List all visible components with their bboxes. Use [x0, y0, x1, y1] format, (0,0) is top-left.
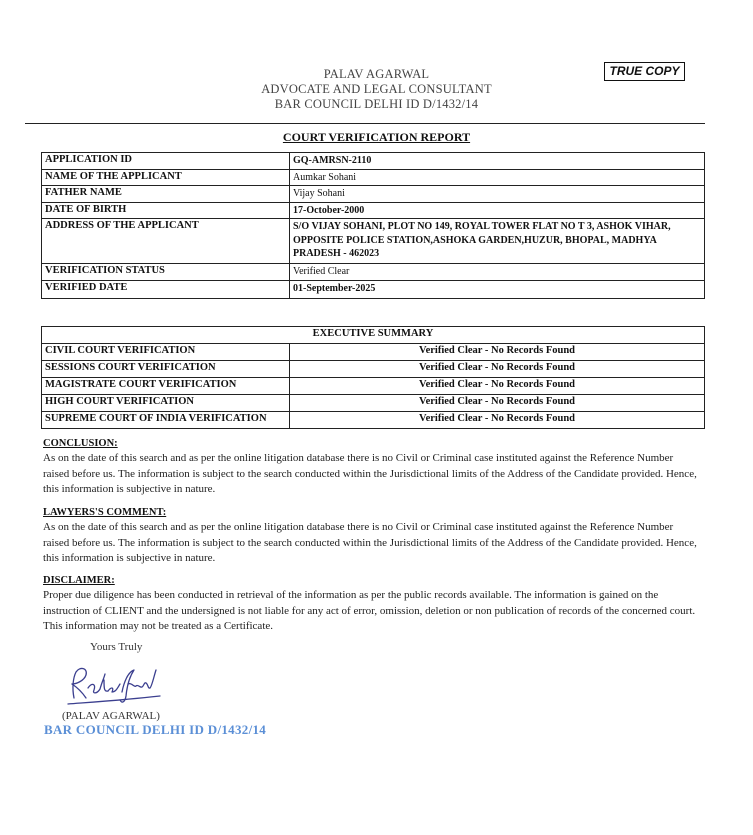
table-row	[42, 280, 705, 298]
court-result: Verified Clear - No Records Found	[290, 344, 705, 361]
info-value: Vijay Sohani	[290, 186, 705, 203]
info-value: 17-October-2000	[290, 202, 705, 219]
court-result: Verified Clear - No Records Found	[290, 412, 705, 429]
advocate-bar-id: BAR COUNCIL DELHI ID D/1432/14	[274, 97, 479, 111]
signatory-name: (PALAV AGARWAL)	[62, 710, 160, 722]
advocate-designation: ADVOCATE AND LEGAL CONSULTANT	[261, 82, 492, 96]
applicant-info-table	[41, 152, 705, 299]
table-row	[42, 378, 705, 395]
lawyers-comment-section	[43, 505, 699, 566]
info-label: NAME OF THE APPLICANT	[42, 169, 290, 186]
executive-summary-table	[41, 326, 705, 429]
table-row	[42, 219, 705, 264]
table-row	[42, 395, 705, 412]
court-result: Verified Clear - No Records Found	[290, 361, 705, 378]
report-title: COURT VERIFICATION REPORT	[282, 130, 471, 144]
info-value: Verified Clear	[290, 264, 705, 281]
info-value: Aumkar Sohani	[290, 169, 705, 186]
table-row	[42, 344, 705, 361]
court-label: HIGH COURT VERIFICATION	[42, 395, 290, 412]
conclusion-section	[43, 436, 699, 497]
disclaimer-heading: DISCLAIMER:	[43, 575, 115, 586]
table-row	[42, 186, 705, 203]
table-row	[42, 412, 705, 429]
closing-salutation: Yours Truly	[90, 641, 143, 653]
info-value: GQ-AMRSN-2110	[290, 153, 705, 170]
true-copy-stamp: TRUE COPY	[604, 62, 685, 81]
court-result: Verified Clear - No Records Found	[290, 378, 705, 395]
table-row	[42, 169, 705, 186]
lawyers-comment-text: As on the date of this search and as per the online litigation database there is no Civil or Criminal case instituted against the Reference Number raised before us. The information is subject to the search conducted within the Jurisdictional limits of the Address of the Candidate provided. Hence, this information is subjective in nature.	[43, 521, 697, 564]
table-row	[42, 361, 705, 378]
executive-summary-title: EXECUTIVE SUMMARY	[42, 327, 705, 344]
court-label: SUPREME COURT OF INDIA VERIFICATION	[42, 412, 290, 429]
table-row	[42, 153, 705, 170]
table-row	[42, 202, 705, 219]
info-label: VERIFICATION STATUS	[42, 264, 290, 281]
court-label: CIVIL COURT VERIFICATION	[42, 344, 290, 361]
info-label: VERIFIED DATE	[42, 280, 290, 298]
court-result: Verified Clear - No Records Found	[290, 395, 705, 412]
court-label: SESSIONS COURT VERIFICATION	[42, 361, 290, 378]
disclaimer-text: Proper due diligence has been conducted in retrieval of the information as per the public records available. The information is gained on the instruction of CLIENT and the undersigned is not liable for any act of error, omission, deletion or non publication of records of the concerned court. This information may not be treated as a Certificate.	[43, 589, 696, 632]
info-label: ADDRESS OF THE APPLICANT	[42, 219, 290, 264]
disclaimer-section	[43, 573, 699, 634]
advocate-name: PALAV AGARWAL	[323, 67, 430, 81]
table-header-row	[42, 327, 705, 344]
info-label: APPLICATION ID	[42, 153, 290, 170]
lawyers-comment-heading: LAWYERS'S COMMENT:	[43, 507, 167, 518]
info-label: FATHER NAME	[42, 186, 290, 203]
header-divider	[25, 123, 705, 124]
court-label: MAGISTRATE COURT VERIFICATION	[42, 378, 290, 395]
conclusion-heading: CONCLUSION:	[43, 438, 118, 449]
conclusion-text: As on the date of this search and as per the online litigation database there is no Civil or Criminal case instituted against the Reference Number raised before us. The information is subject to the search conducted within the Jurisdictional limits of the Address of the Candidate provided. Hence, this information is subjective in nature.	[43, 452, 697, 495]
info-label: DATE OF BIRTH	[42, 202, 290, 219]
info-value: S/O VIJAY SOHANI, PLOT NO 149, ROYAL TOWER FLAT NO T 3, ASHOK VIHAR, OPPOSITE POLICE STATION,ASHOKA GARDEN,HUZUR, BHOPAL, MADHYA PRADESH - 462023	[290, 219, 705, 264]
table-row	[42, 264, 705, 281]
signatory-bar-id: BAR COUNCIL DELHI ID D/1432/14	[44, 722, 267, 737]
signature-icon	[64, 662, 164, 713]
info-value: 01-September-2025	[290, 280, 705, 298]
